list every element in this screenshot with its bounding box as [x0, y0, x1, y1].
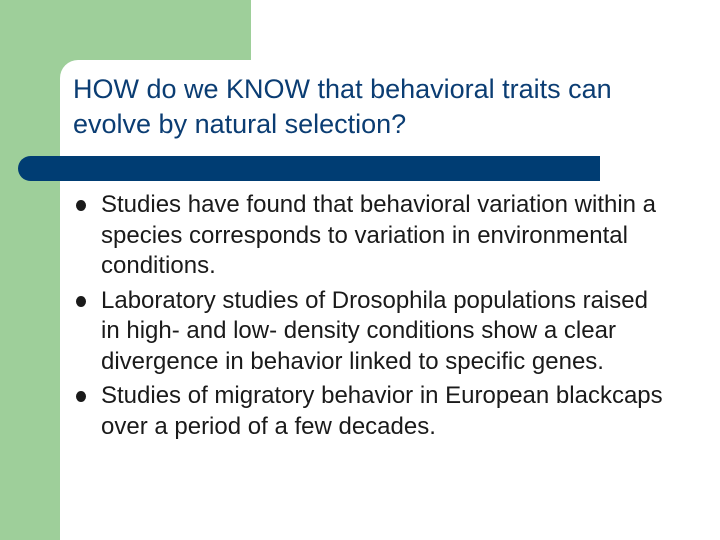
title-divider-bar — [18, 156, 600, 181]
bullet-item — [73, 286, 673, 378]
bullet-item — [73, 190, 673, 282]
bullet-text: Studies of migratory behavior in European blackcaps over a period of a few decades. — [101, 382, 663, 440]
bullet-list — [73, 190, 673, 446]
bullet-item — [73, 381, 673, 442]
bullet-text: Laboratory studies of Drosophila populations raised in high- and low- density conditions show a clear divergence in behavior linked to specific genes. — [101, 286, 648, 375]
bullet-text: Studies have found that behavioral variation within a species corresponds to variation in environmental conditions. — [101, 191, 657, 279]
bullet-dot-icon — [76, 391, 86, 402]
slide-title: HOW do we KNOW that behavioral traits can evolve by natural selection? — [73, 74, 612, 139]
bullet-dot-icon — [76, 296, 86, 307]
bullet-dot-icon — [76, 200, 86, 211]
